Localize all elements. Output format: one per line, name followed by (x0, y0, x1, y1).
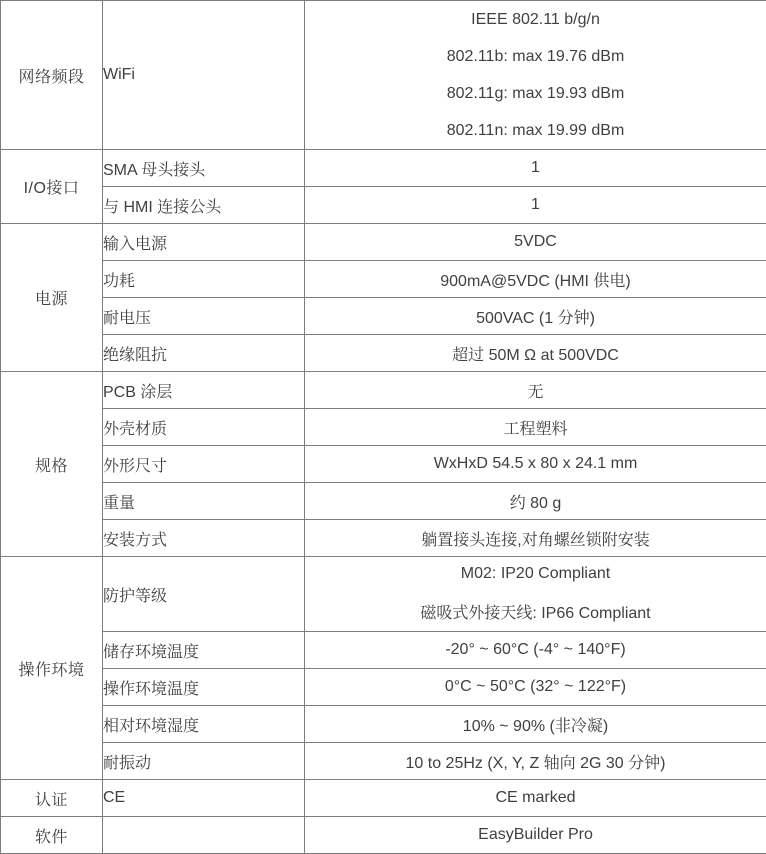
table-row (1, 817, 766, 854)
spec-item-cell-protection-rating: 防护等级 (103, 557, 305, 632)
spec-value-cell-input-power: 5VDC (305, 224, 766, 261)
category-cell-specifications: 规格 (1, 372, 103, 557)
spec-value-cell-wifi (305, 1, 766, 150)
table-row (1, 335, 766, 372)
table-row (1, 298, 766, 335)
category-cell-certification: 认证 (1, 780, 103, 817)
category-cell-io-interface: I/O接口 (1, 150, 103, 224)
spec-value-line: IEEE 802.11 b/g/n (305, 11, 766, 29)
spec-value-cell-ce: CE marked (305, 780, 766, 817)
spec-item-cell-sma: SMA 母头接头 (103, 150, 305, 187)
category-cell-power: 电源 (1, 224, 103, 372)
spec-item-cell-dimensions: 外形尺寸 (103, 446, 305, 483)
spec-value-cell-dimensions: WxHxD 54.5 x 80 x 24.1 mm (305, 446, 766, 483)
category-cell-operating-environment: 操作环境 (1, 557, 103, 780)
table-row (1, 520, 766, 557)
table-row (1, 632, 766, 669)
spec-value-cell-mounting: 躺置接头连接,对角螺丝锁附安装 (305, 520, 766, 557)
spec-value-line: 磁吸式外接天线: IP66 Compliant (305, 600, 766, 623)
spec-value-cell-relative-humidity: 10% ~ 90% (非冷凝) (305, 706, 766, 743)
spec-item-cell-weight: 重量 (103, 483, 305, 520)
spec-value-cell-protection-rating (305, 557, 766, 632)
spec-value-line: M02: IP20 Compliant (305, 565, 766, 583)
spec-value-line: 802.11g: max 19.93 dBm (305, 85, 766, 103)
spec-value-cell-operating-temperature: 0°C ~ 50°C (32° ~ 122°F) (305, 669, 766, 706)
spec-item-cell-input-power: 输入电源 (103, 224, 305, 261)
spec-value-cell-enclosure: 工程塑料 (305, 409, 766, 446)
table-row (1, 261, 766, 298)
spec-item-cell-software-empty (103, 817, 305, 854)
spec-item-cell-wifi: WiFi (103, 1, 305, 150)
spec-value-cell-pcb-coating: 无 (305, 372, 766, 409)
table-row (1, 706, 766, 743)
spec-value-line: 802.11n: max 19.99 dBm (305, 122, 766, 140)
spec-value-cell-weight: 约 80 g (305, 483, 766, 520)
spec-item-cell-consumption: 功耗 (103, 261, 305, 298)
spec-value-cell-hmi-connector: 1 (305, 187, 766, 224)
table-row (1, 224, 766, 261)
spec-item-cell-enclosure: 外壳材质 (103, 409, 305, 446)
spec-value-cell-storage-temperature: -20° ~ 60°C (-4° ~ 140°F) (305, 632, 766, 669)
table-row (1, 409, 766, 446)
table-row (1, 743, 766, 780)
spec-item-cell-insulation: 绝缘阻抗 (103, 335, 305, 372)
table-row (1, 187, 766, 224)
spec-value-cell-software: EasyBuilder Pro (305, 817, 766, 854)
spec-value-cell-consumption: 900mA@5VDC (HMI 供电) (305, 261, 766, 298)
table-row (1, 483, 766, 520)
table-row (1, 669, 766, 706)
table-row (1, 372, 766, 409)
spec-value-cell-insulation: 超过 50M Ω at 500VDC (305, 335, 766, 372)
spec-value-cell-sma: 1 (305, 150, 766, 187)
table-row (1, 780, 766, 817)
spec-item-cell-storage-temperature: 储存环境温度 (103, 632, 305, 669)
spec-item-cell-voltage-resistance: 耐电压 (103, 298, 305, 335)
table-row (1, 557, 766, 632)
category-cell-software: 软件 (1, 817, 103, 854)
spec-value-line: 802.11b: max 19.76 dBm (305, 48, 766, 66)
category-cell-network-band: 网络频段 (1, 1, 103, 150)
spec-value-cell-voltage-resistance: 500VAC (1 分钟) (305, 298, 766, 335)
spec-item-cell-mounting: 安装方式 (103, 520, 305, 557)
spec-item-cell-operating-temperature: 操作环境温度 (103, 669, 305, 706)
table-row (1, 1, 766, 150)
table-row (1, 150, 766, 187)
table-row (1, 446, 766, 483)
spec-item-cell-relative-humidity: 相对环境湿度 (103, 706, 305, 743)
value-line-group (305, 557, 766, 631)
spec-item-cell-pcb-coating: PCB 涂层 (103, 372, 305, 409)
spec-item-cell-hmi-connector: 与 HMI 连接公头 (103, 187, 305, 224)
spec-item-cell-vibration: 耐振动 (103, 743, 305, 780)
value-line-group (305, 1, 766, 149)
spec-item-cell-ce: CE (103, 780, 305, 817)
spec-value-cell-vibration: 10 to 25Hz (X, Y, Z 轴向 2G 30 分钟) (305, 743, 766, 780)
